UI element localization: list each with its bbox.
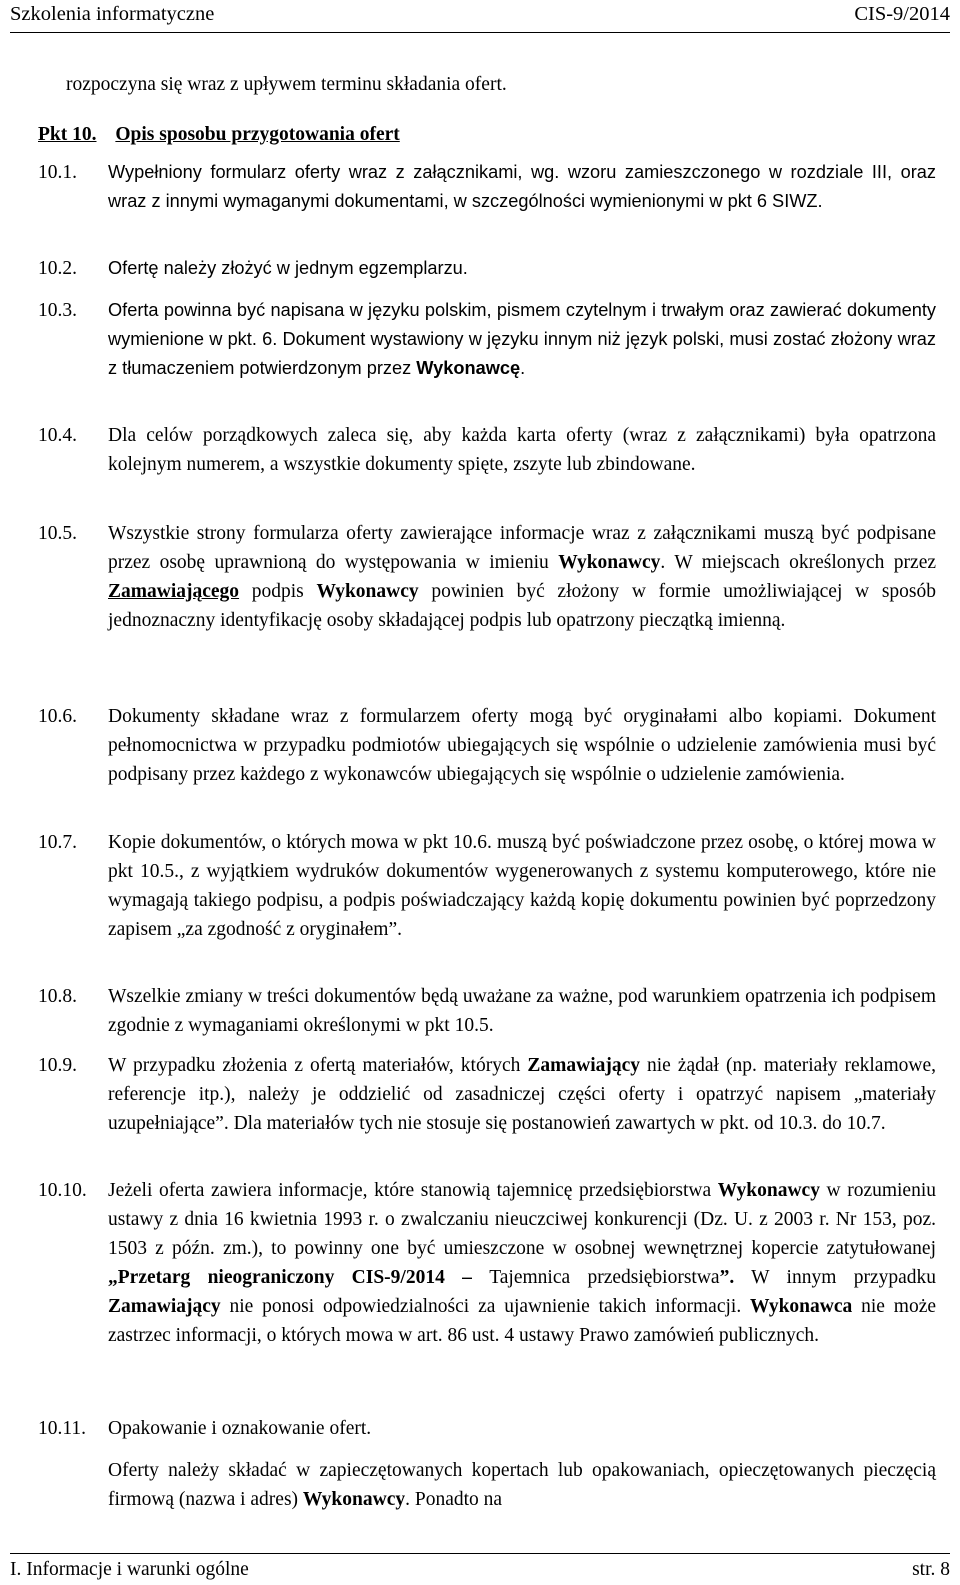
section-title: Opis sposobu przygotowania ofert	[115, 124, 400, 145]
paragraph-text	[108, 1456, 936, 1514]
paragraph-text	[108, 982, 936, 1040]
text-run: . Ponadto na	[405, 1489, 503, 1510]
text-run: Oferty należy składać w zapieczętowanych kopertach lub opakowaniach, opieczętowanych pieczęcią firmową (nazwa i adres)	[108, 1460, 936, 1510]
paragraph-text	[108, 828, 936, 944]
emphasis-text: Zamawiający	[108, 1296, 221, 1317]
paragraph-number: 10.4.	[38, 425, 77, 446]
emphasis-text: Wykonawcę	[416, 358, 521, 378]
header-title: Szkolenia informatyczne	[10, 3, 215, 25]
page-footer	[10, 1553, 950, 1584]
text-run: w rozumieniu ustawy z dnia 16 kwietnia 1993 r. o zwalczaniu nieuczciwej konkurencji (Dz. U. z 2003 r. Nr 153, poz. 1503 z późn. zm.), to powinny one być umieszczone w osobnej wewnętrznej kopercie zatytułowanej	[108, 1180, 937, 1259]
paragraph-number: 10.5.	[38, 523, 77, 544]
paragraph-text	[108, 158, 936, 216]
text-run: Oferta powinna być napisana w języku polskim, pismem czytelnym i trwałym oraz zawierać dokumenty wymienione w pkt. 6. Dokument wystawiony w języku innym niż język polski, musi zostać złożony wraz z tłumaczeniem potwierdzonym przez	[108, 300, 936, 378]
emphasis-text: Wykonawcy	[302, 1489, 406, 1510]
emphasis-text: ”.	[719, 1267, 735, 1288]
emphasis-text: Zamawiającego	[108, 581, 240, 602]
text-run: nie może zastrzec informacji, o których mowa w art. 86 ust. 4 ustawy Prawo zamówień publicznych.	[108, 1296, 937, 1346]
section-heading	[38, 120, 400, 149]
text-run: W innym przypadku	[734, 1267, 937, 1288]
text-run: Wszystkie strony formularza oferty zawierające informacje wraz z załącznikami muszą być podpisane przez osobę uprawnioną do występowania w imieniu	[108, 523, 936, 573]
text-run: W przypadku złożenia z ofertą materiałów, których	[108, 1055, 528, 1076]
emphasis-text: Wykonawcy	[717, 1180, 820, 1201]
paragraph-number: 10.6.	[38, 706, 77, 727]
paragraph-number: 10.10.	[38, 1180, 87, 1201]
paragraph-text	[108, 1176, 936, 1350]
text-run: nie żądał (np. materiały reklamowe, referencje itp.), należy je oddzielić od zasadniczej części oferty i opatrzyć napisem „materiały uzupełniające”. Dla materiałów tych nie stosuje się postanowień zawartych w pkt. od 10.3. do 10.7.	[108, 1055, 936, 1134]
emphasis-text: Wykonawcy	[316, 581, 419, 602]
emphasis-text: Wykonawcy	[558, 552, 661, 573]
paragraph-number: 10.7.	[38, 832, 77, 853]
text-run: nie ponosi odpowiedzialności za ujawnienie takich informacji.	[220, 1296, 751, 1317]
paragraph-text	[108, 702, 936, 789]
emphasis-text: Zamawiający	[527, 1055, 641, 1076]
text-run: Jeżeli oferta zawiera informacje, które stanowią tajemnicę przedsiębiorstwa	[108, 1180, 718, 1201]
page-number: str. 8	[912, 1559, 950, 1580]
paragraph-text	[108, 1051, 936, 1138]
text-run: podpis	[239, 581, 317, 602]
header-document-code: CIS-9/2014	[854, 3, 950, 25]
text-run: Dla celów porządkowych zaleca się, aby każda karta oferty (wraz z załącznikami) była opatrzona kolejnym numerem, a wszystkie dokumenty spięte, zszyte lub zbindowane.	[108, 425, 936, 475]
paragraph-number: 10.3.	[38, 300, 77, 321]
paragraph-number: 10.2.	[38, 258, 77, 279]
text-run: Wszelkie zmiany w treści dokumentów będą uważane za ważne, pod warunkiem opatrzenia ich podpisem zgodnie z wymaganiami określonymi w pkt 10.5.	[108, 986, 936, 1036]
paragraph-text	[108, 421, 936, 479]
paragraph-text	[108, 519, 936, 635]
section-number: Pkt 10.	[38, 124, 97, 145]
text-run: . W miejscach określonych przez	[660, 552, 937, 573]
emphasis-text: „Przetarg nieograniczony CIS-9/2014 –	[108, 1267, 490, 1288]
paragraph-number: 10.11.	[38, 1418, 87, 1439]
page-header	[10, 0, 950, 33]
emphasis-text: Wykonawca	[750, 1296, 853, 1317]
text-run: Kopie dokumentów, o których mowa w pkt 10.6. muszą być poświadczone przez osobę, o której mowa w pkt 10.5., z wyjątkiem wydruków dokumentów wygenerowanych z systemu komputerowego, które nie wymagają takiego podpisu, a podpis poświadczający każdą kopię dokumentu powinien być poprzedzony zapisem „za zgodność z oryginałem”.	[108, 832, 936, 940]
text-run: Ofertę należy złożyć w jednym egzemplarzu.	[108, 258, 468, 278]
intro-line: rozpoczyna się wraz z upływem terminu składania ofert.	[66, 74, 507, 95]
text-run: Opakowanie i oznakowanie ofert.	[108, 1418, 372, 1439]
text-run: Tajemnica przedsiębiorstwa	[489, 1267, 720, 1288]
text-run: Dokumenty składane wraz z formularzem oferty mogą być oryginałami albo kopiami. Dokument pełnomocnictwa w przypadku podmiotów ubiegających się wspólnie o udzielenie zamówienia musi być podpisany przez każdego z wykonawców ubiegających się wspólnie o udzielenie zamówienia.	[108, 706, 936, 785]
paragraph-number: 10.9.	[38, 1055, 77, 1076]
paragraph-text	[108, 296, 936, 383]
text-run: .	[520, 358, 526, 378]
paragraph-text	[108, 1414, 936, 1443]
paragraph-number: 10.8.	[38, 986, 77, 1007]
footer-chapter: I. Informacje i warunki ogólne	[10, 1559, 249, 1580]
paragraph-number: 10.1.	[38, 162, 77, 183]
paragraph-text	[108, 254, 936, 283]
text-run: powinien być złożony w formie umożliwiającej w sposób jednoznaczny identyfikację osoby składającej podpis lub opatrzony pieczątką imienną.	[108, 581, 936, 631]
text-run: Wypełniony formularz oferty wraz z załącznikami, wg. wzoru zamieszczonego w rozdziale III, oraz wraz z innymi wymaganymi dokumentami, w szczególności wymienionymi w pkt 6 SIWZ.	[108, 162, 936, 211]
